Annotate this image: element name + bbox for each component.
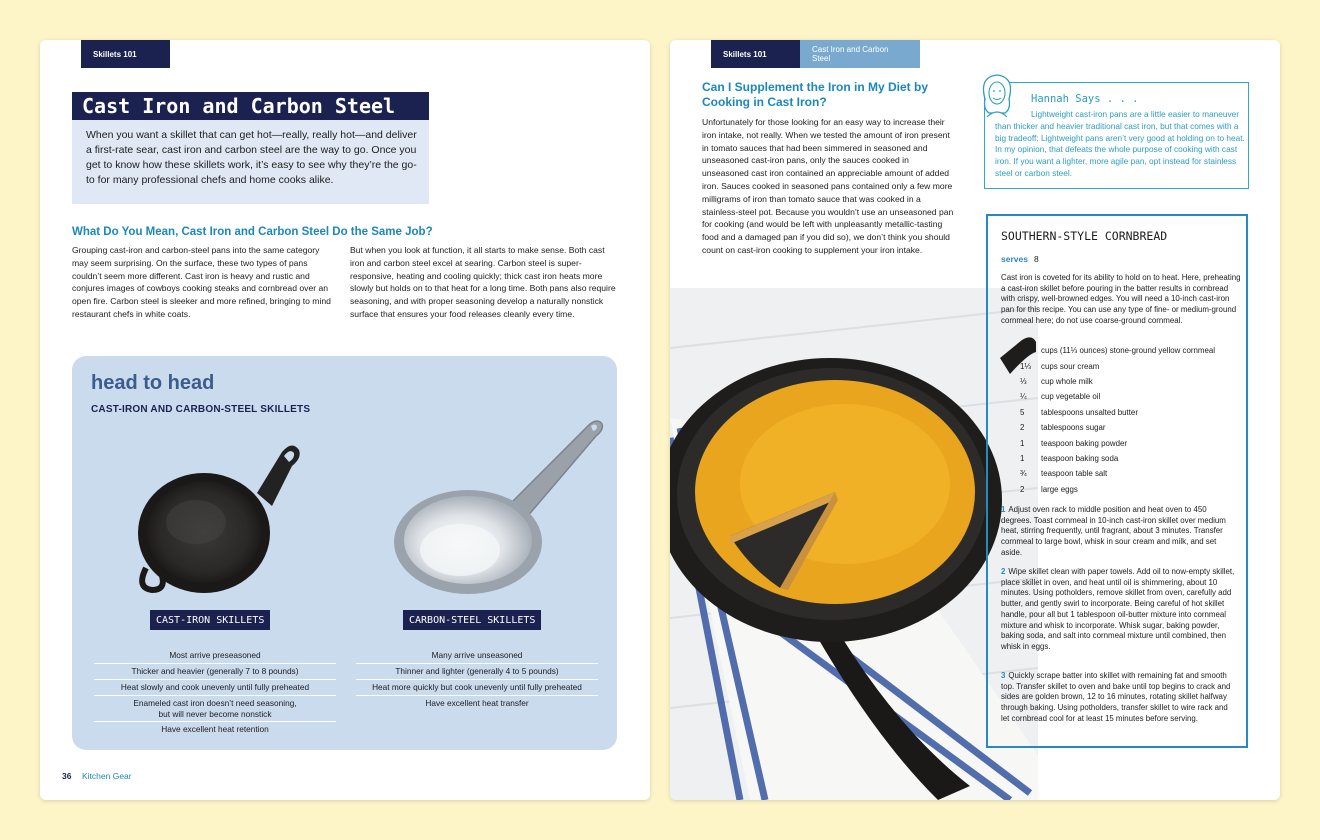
ingredient xyxy=(1020,377,1093,387)
recipe-title: SOUTHERN-STYLE CORNBREAD xyxy=(1001,229,1168,243)
serves-label: serves xyxy=(1001,254,1028,264)
ingredient xyxy=(1020,469,1107,479)
right-page xyxy=(670,40,1280,800)
divider xyxy=(94,695,336,696)
section-tab[interactable]: Skillets 101 xyxy=(711,40,800,68)
ingredient-qty: 2 xyxy=(1020,423,1025,432)
ingredient-text: teaspoon baking soda xyxy=(1041,454,1119,463)
carbon-attr: Thinner and lighter (generally 4 to 5 pounds) xyxy=(395,666,559,676)
ingredient xyxy=(1020,346,1215,356)
tip-box xyxy=(984,82,1249,189)
head-to-head-panel xyxy=(72,356,617,750)
recipe-step xyxy=(1001,505,1238,559)
ingredient-text: cups sour cream xyxy=(1041,362,1100,371)
left-page xyxy=(40,40,650,800)
tip-text: Lightweight cast-iron pans are a little easier to maneuver than thicker and heavier traditional cast iron, but that comes with a big tradeoff: Lightweight pans aren’t very good at holding on to heat. In my opinion, that defeats the whole purpose of cooking with cast iron. If you want a lighter, more agile pan, opt instead for stainless steel or carbon steel. xyxy=(995,109,1245,178)
carbon-attr: Many arrive unseasoned xyxy=(431,650,523,660)
ingredient-qty: ¼ xyxy=(1020,392,1027,401)
ingredient-qty: ⅓ xyxy=(1020,377,1027,386)
step-number: 3 xyxy=(1001,671,1006,680)
ingredient-text: large eggs xyxy=(1041,485,1078,494)
cornbread-photo xyxy=(670,288,1038,800)
ingredient xyxy=(1020,362,1099,372)
ingredient-text: tablespoons sugar xyxy=(1041,423,1106,432)
ingredient-qty: ¾ xyxy=(1020,469,1027,478)
serves-value: 8 xyxy=(1033,254,1039,264)
ingredient-text: cup vegetable oil xyxy=(1041,392,1101,401)
ingredient xyxy=(1020,439,1127,449)
cast-attr: Heat slowly and cook unevenly until fully preheated xyxy=(120,682,310,692)
step-text: Adjust oven rack to middle position and heat oven to 450 degrees. Toast cornmeal in 10-inch cast-iron skillet over medium heat, stirring frequently, until fragrant, about 3 minutes. Transfer cornmeal to large bowl, whisk in sour cream and milk, and set aside. xyxy=(1001,505,1226,557)
step-text: Wipe skillet clean with paper towels. Add oil to now-empty skillet, place skillet in oven, and heat until oil is shimmering, about 10 minutes. Using potholders, remove skillet from oven, carefully add butter, and gently swirl to incorporate. Being careful of hot skillet handle, pour all but 1 tablespoon oil-butter mixture into cornmeal mixture and whisk to incorporate. Whisk sugar, baking powder, baking soda, and salt into cornmeal mixture until combined, then whisk in eggs. xyxy=(1001,567,1235,651)
recipe-intro: Cast iron is coveted for its ability to hold on to heat. Here, preheating a cast-iron skillet before pouring in the batter results in cornbread with crispy, well-browned edges. You will need a 10-inch cast-iron pan for this recipe. You can use any type of fine- or medium-ground cornmeal here; do not use coarse-ground cornmeal. xyxy=(1001,273,1241,325)
cast-iron-label: CAST-IRON SKILLETS xyxy=(150,610,270,630)
carbon-steel-label: CARBON-STEEL SKILLETS xyxy=(403,610,541,630)
intro-text: When you want a skillet that can get hot—really, really hot—and deliver a first-rate sear, cast iron and carbon steel are the way to go. Once you get to know how these skillets work, it’s easy to see why they’re the go-to for many professional chefs and home cooks alike. xyxy=(72,120,429,204)
ingredient xyxy=(1020,408,1138,418)
ingredient xyxy=(1020,454,1118,464)
cast-attr: Have excellent heat retention xyxy=(161,724,269,734)
divider xyxy=(356,695,598,696)
ingredient-text: cup whole milk xyxy=(1041,377,1093,386)
body-column-2: But when you look at function, it all starts to make sense. Both cast iron and carbon steel excel at searing. Carbon steel is super-responsive, heating and cooling quickly; thick cast iron heats more slowly but holds on to that heat for a long time. Both pans also require seasoning, and with proper seasoning develop a naturally nonstick surface that ensures your food releases cleanly every time. xyxy=(350,245,616,319)
head-to-head-subtitle: CAST-IRON AND CARBON-STEEL SKILLETS xyxy=(91,404,311,415)
ingredient-text: tablespoons unsalted butter xyxy=(1041,408,1138,417)
carbon-steel-skillet-image xyxy=(390,418,605,598)
ingredient xyxy=(1020,423,1106,433)
ingredient-qty: 5 xyxy=(1020,408,1025,417)
cast-attr: Most arrive preseasoned xyxy=(169,650,261,660)
cast-iron-skillet-image xyxy=(132,438,302,598)
ingredient-text: teaspoon table salt xyxy=(1041,469,1108,478)
body-column-1: Grouping cast-iron and carbon-steel pans into the same category may seem surprising. On the surface, these two types of pans couldn’t seem more different. Cast iron is heavy and rustic and conjures images of cowboys cooking steaks and cornbread over an open fire. Carbon steel is sleeker and more refined, bringing to mind restaurant chefs in white coats. xyxy=(72,245,331,319)
ingredient-text: cups (11⅓ ounces) stone-ground yellow cornmeal xyxy=(1041,346,1215,355)
page-title: Cast Iron and Carbon Steel xyxy=(72,92,429,120)
recipe-serves xyxy=(1001,254,1039,264)
recipe-step xyxy=(1001,567,1238,653)
carbon-attr: Have excellent heat transfer xyxy=(425,698,529,708)
ingredient-qty: 2 xyxy=(1020,485,1025,494)
carbon-attr: Heat more quickly but cook unevenly until fully preheated xyxy=(372,682,582,692)
section-heading: Can I Supplement the Iron in My Diet by Cooking in Cast Iron? xyxy=(702,80,929,109)
ingredient-qty: 1 xyxy=(1020,454,1025,463)
section-tab[interactable]: Skillets 101 xyxy=(81,40,170,68)
divider xyxy=(94,679,336,680)
recipe-step xyxy=(1001,671,1238,725)
tip-title: Hannah Says . . . xyxy=(1031,93,1139,105)
ingredient xyxy=(1020,392,1100,402)
recipe-card xyxy=(986,214,1248,748)
body-text: Unfortunately for those looking for an easy way to increase their iron intake, not really. When we tested the amount of iron present in tomato sauces that had been simmered in seasoned and unseasoned cast-iron pans, only the sauces cooked in unseasoned cast iron contained an appreciable amount of added iron. Sauces cooked in seasoned pans contained only a few more milligrams of iron than tomato sauce that was cooked in a stainless-steel pot. Because you wouldn’t use an unseasoned pan for cooking (and would be left with unpleasantly metallic-tasting food and a damaged pan if you did so), we don’t think you should count on cast-iron cooking to supplement your iron intake. xyxy=(702,117,954,255)
cast-attr: Enameled cast iron doesn’t need seasoning, but will never become nonstick xyxy=(133,698,297,719)
page-number: 36 xyxy=(62,771,72,781)
cast-attr: Thicker and heavier (generally 7 to 8 pounds) xyxy=(131,666,299,676)
subsection-tab[interactable]: Cast Iron and Carbon Steel xyxy=(800,40,920,68)
section-heading: What Do You Mean, Cast Iron and Carbon Steel Do the Same Job? xyxy=(72,226,433,238)
footer-section-link[interactable]: Kitchen Gear xyxy=(82,771,132,781)
head-to-head-title: head to head xyxy=(91,372,215,394)
step-number: 1 xyxy=(1001,505,1006,514)
step-number: 2 xyxy=(1001,567,1006,576)
ingredient-qty: 2⅔ xyxy=(1020,346,1031,355)
ingredient xyxy=(1020,485,1078,495)
ingredient-qty: 1 xyxy=(1020,439,1025,448)
divider xyxy=(94,721,336,722)
ingredient-text: teaspoon baking powder xyxy=(1041,439,1127,448)
ingredient-qty: 1⅓ xyxy=(1020,362,1031,371)
divider xyxy=(94,663,336,664)
step-text: Quickly scrape batter into skillet with remaining fat and smooth top. Transfer skillet to oven and bake until top begins to crack and sides are golden brown, 12 to 16 minutes, rotating skillet halfway through baking. Using potholders, transfer skillet to wire rack and let cornbread cool for at least 15 minutes before serving. xyxy=(1001,671,1231,723)
divider xyxy=(356,663,598,664)
divider xyxy=(356,679,598,680)
